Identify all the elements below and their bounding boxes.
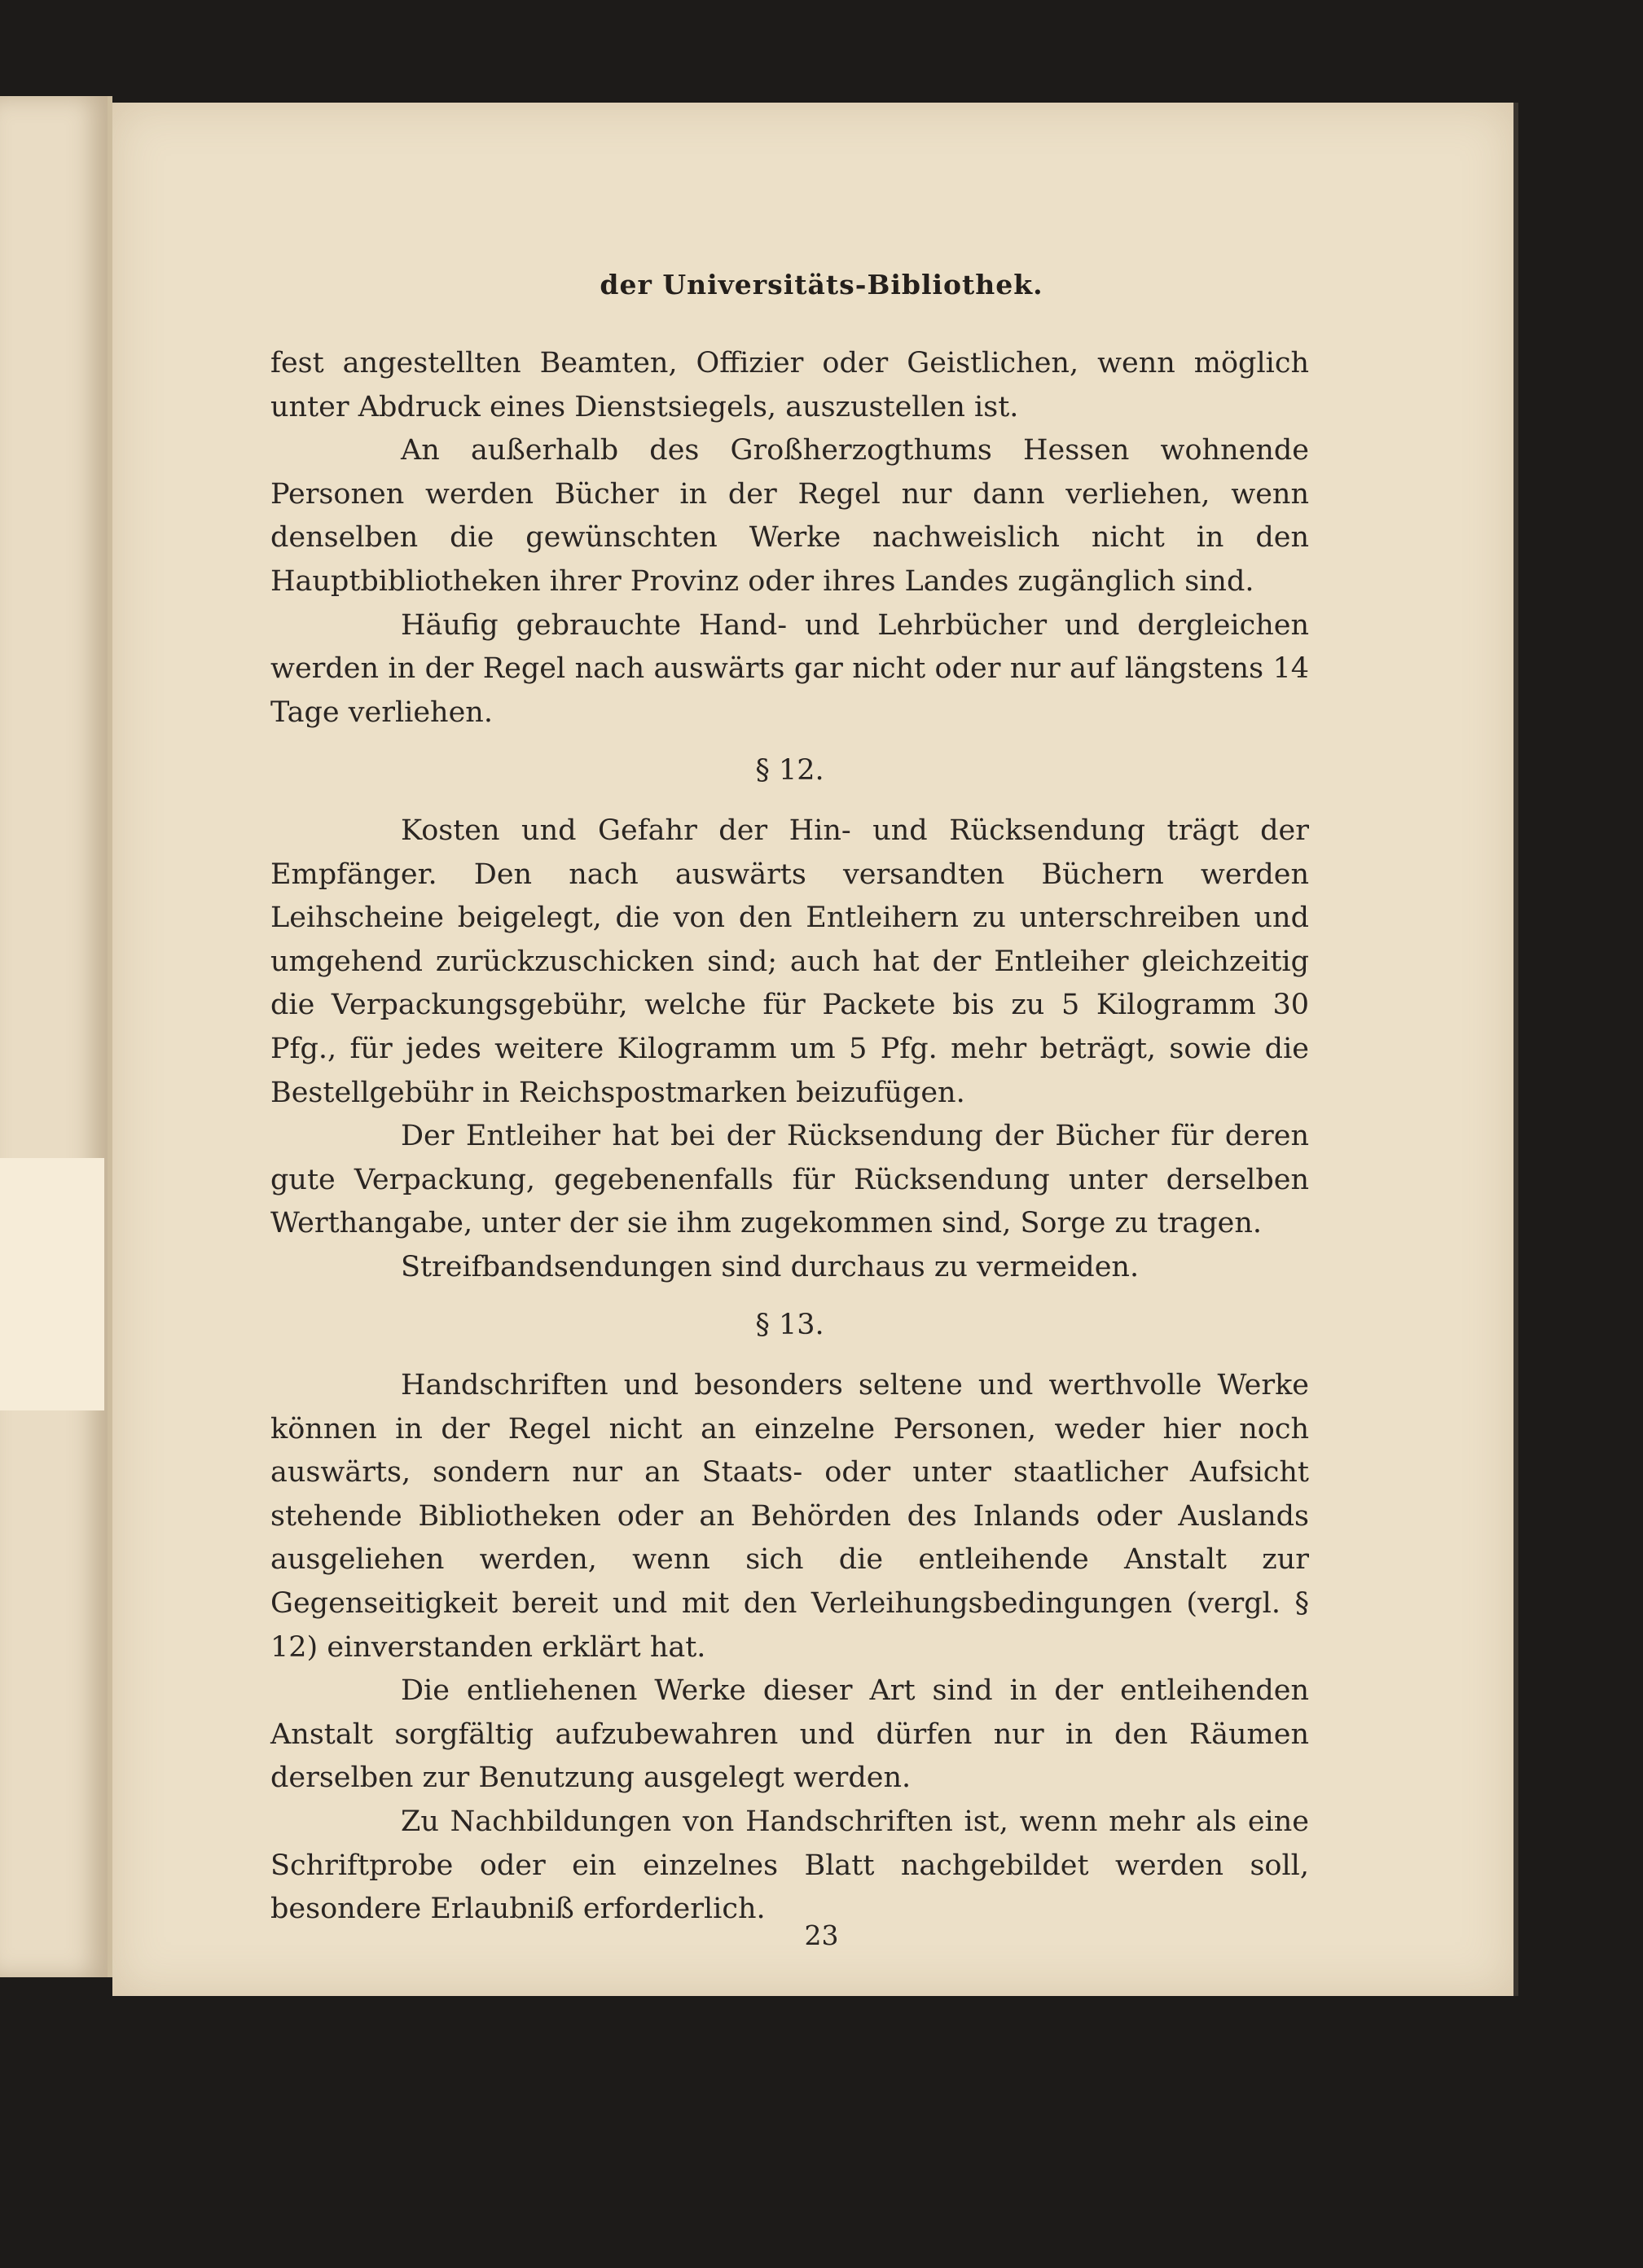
body-text: [270, 342, 1309, 1932]
section-12-heading: § 12.: [755, 754, 824, 787]
section-13-paragraph-1: Handschriften und besonders seltene und werthvolle Werke können in der Regel nicht an einzelne Personen, weder hier noch auswärts, sondern nur an Staats- oder unter staatlicher Aufsicht stehende Bibliotheken oder an Behörden des Inlands oder Auslands ausgeliehen werden, wenn sich die entleihende Anstalt zur Gegenseitigkeit bereit und mit den Verleihungsbedingungen (vergl. § 12) einverstanden erklärt hat.: [270, 1369, 1309, 1664]
paragraph-1: fest angestellten Beamten, Offizier oder Geistlichen, wenn möglich unter Abdruck eines Dienstsiegels, auszustellen ist.: [270, 347, 1309, 423]
section-12-paragraph-3: Streifbandsendungen sind durchaus zu vermeiden.: [401, 1250, 1140, 1283]
section-12-paragraph-1: Kosten und Gefahr der Hin- und Rücksendung trägt der Empfänger. Den nach auswärts versandten Büchern werden Leihscheine beigelegt, die von den Entleihern zu unterschreiben und umgehend zurückzuschicken sind; auch hat der Entleiher gleichzeitig die Verpackungsgebühr, welche für Packete bis zu 5 Kilogramm 30 Pfg., für jedes weitere Kilogramm um 5 Pfg. mehr beträgt, sowie die Bestellgebühr in Reichspostmarken beizufügen.: [270, 814, 1309, 1109]
page-right-edge: [1513, 103, 1518, 1996]
running-head: der Universitäts-Bibliothek.: [600, 269, 1043, 300]
previous-page-edge: [0, 96, 112, 1977]
page-number: 23: [804, 1919, 839, 1951]
section-13-paragraph-2: Die entliehenen Werke dieser Art sind in der entleihenden Anstalt sorgfältig aufzubewahren und dürfen nur in den Räumen derselben zur Benutzung ausgelegt werden.: [270, 1674, 1309, 1795]
section-13-paragraph-3: Zu Nachbildungen von Handschriften ist, wenn mehr als eine Schriftprobe oder ein einzelnes Blatt nachgebildet werden soll, besondere Erlaubniß erforderlich.: [270, 1805, 1309, 1926]
paragraph-2: An außerhalb des Großherzogthums Hessen wohnende Personen werden Bücher in der Regel nur dann verliehen, wenn denselben die gewünschten Werke nachweislich nicht in den Hauptbibliotheken ihrer Provinz oder ihres Landes zugänglich sind.: [270, 434, 1309, 598]
section-12-paragraph-2: Der Entleiher hat bei der Rücksendung der Bücher für deren gute Verpackung, gegebenenfalls für Rücksendung unter derselben Werthangabe, unter der sie ihm zugekommen sind, Sorge zu tragen.: [270, 1120, 1309, 1240]
page-insert-tab: [0, 1158, 104, 1410]
paragraph-3: Häufig gebrauchte Hand- und Lehrbücher und dergleichen werden in der Regel nach auswärts gar nicht oder nur auf längstens 14 Tage verliehen.: [270, 608, 1309, 729]
section-13-heading: § 13.: [755, 1309, 824, 1342]
